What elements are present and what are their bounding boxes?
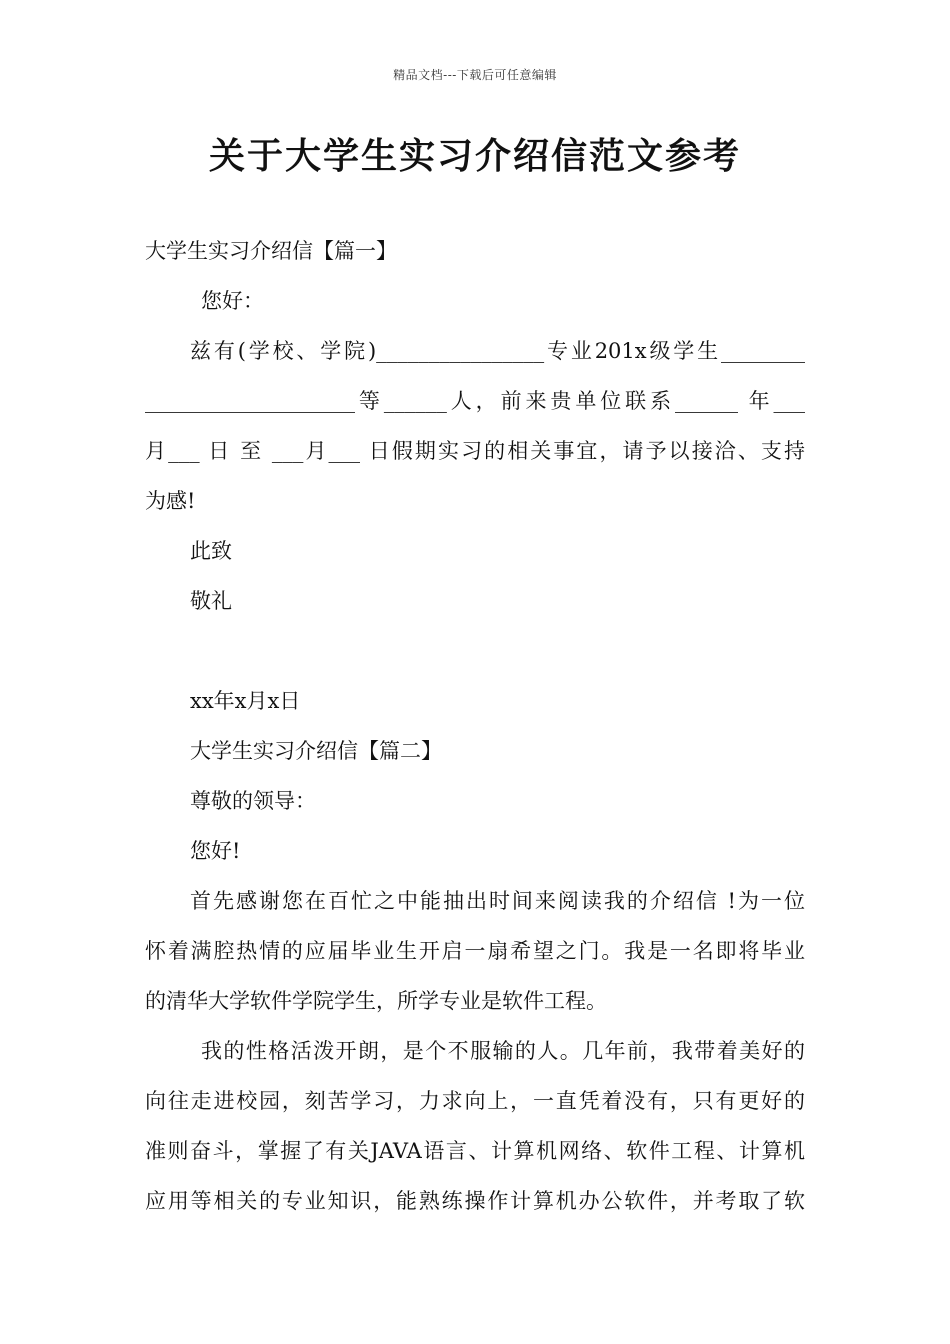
- section-heading-2: 大学生实习介绍信【篇二】: [190, 739, 442, 763]
- document-body: [145, 226, 805, 1226]
- body-line: 应用等相关的专业知识，能熟练操作计算机办公软件，并考取了软: [145, 1189, 805, 1213]
- body-line: 为感!: [145, 489, 196, 513]
- body-line: 怀着满腔热情的应届毕业生开启一扇希望之门。我是一名即将毕业: [145, 939, 805, 963]
- closing-regards: 敬礼: [190, 589, 232, 613]
- body-line: 向往走进校园，刻苦学习，力求向上，一直凭着没有，只有更好的: [145, 1089, 805, 1113]
- body-line: 月___ 日 至 ___月___ 日假期实习的相关事宜，请予以接洽、支持: [145, 439, 805, 463]
- blank-line: [145, 626, 805, 676]
- document-title: 关于大学生实习介绍信范文参考: [208, 136, 741, 177]
- body-line: 兹有(学校、学院)________________专业201x级学生________: [190, 339, 805, 363]
- body-line: 准则奋斗，掌握了有关JAVA语言、计算机网络、软件工程、计算机: [145, 1139, 805, 1163]
- date-line: xx年x月x日: [190, 689, 301, 713]
- greeting: 您好!: [190, 839, 241, 863]
- body-line: 我的性格活泼开朗，是个不服输的人。几年前，我带着美好的: [201, 1039, 805, 1063]
- body-line: ____________________等______人，前来贵单位联系______ 年___: [145, 389, 805, 413]
- section-heading-1: 大学生实习介绍信【篇一】: [145, 239, 397, 263]
- body-line: 的清华大学软件学院学生，所学专业是软件工程。: [145, 989, 607, 1013]
- greeting: 尊敬的领导：: [190, 789, 316, 813]
- greeting: 您好：: [201, 289, 264, 313]
- body-line: 首先感谢您在百忙之中能抽出时间来阅读我的介绍信 !为一位: [190, 889, 805, 913]
- closing-salutation: 此致: [190, 539, 232, 563]
- page-header: 精品文档---下载后可任意编辑: [393, 68, 557, 82]
